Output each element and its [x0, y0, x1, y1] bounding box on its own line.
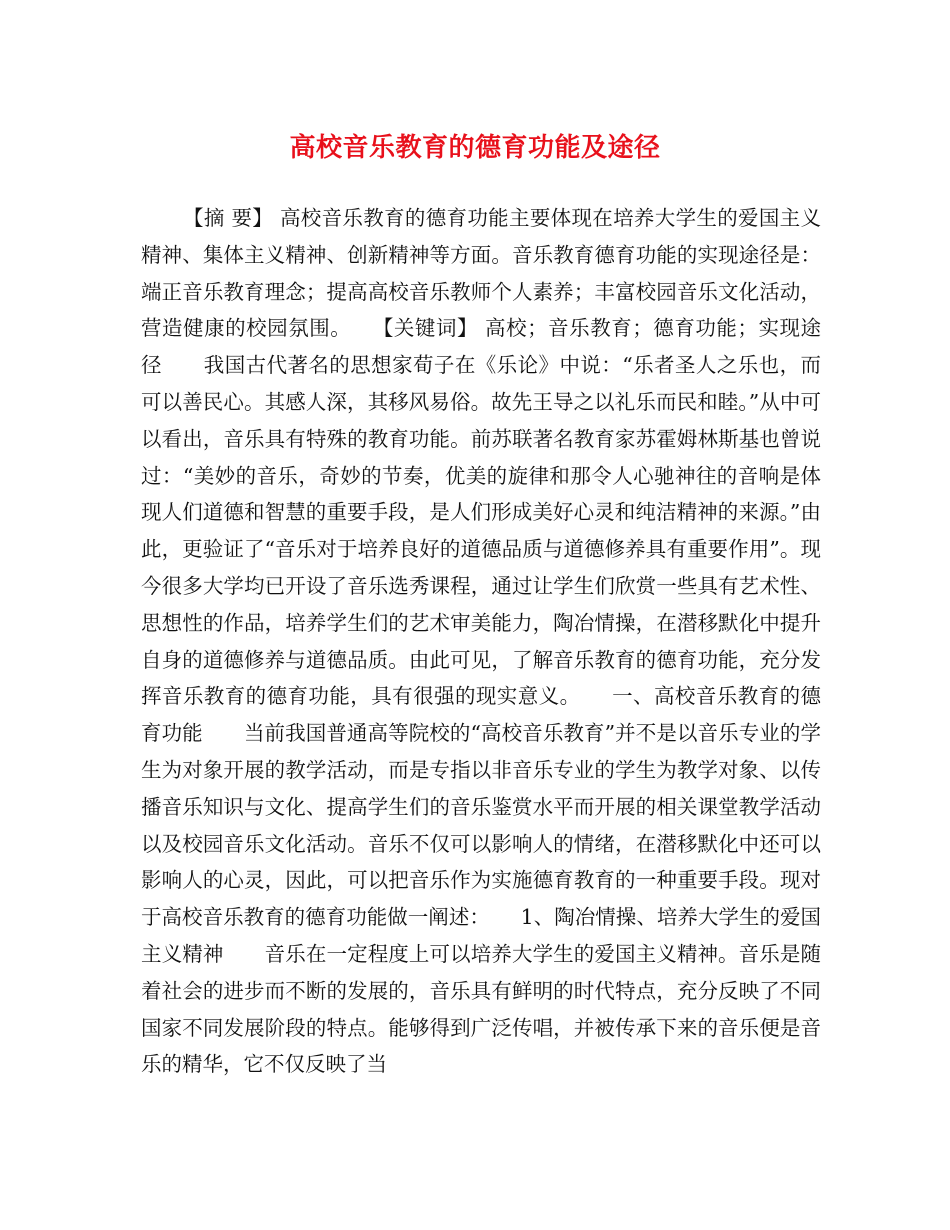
- document-body: 【摘 要】 高校音乐教育的德育功能主要体现在培养大学生的爱国主义精神、集体主义精神、创新精神等方面。音乐教育德育功能的实现途径是：端正音乐教育理念；提高高校音乐教师个人素养；丰富校园音乐文化活动，营造健康的校园氛围。 【关键词】 高校；音乐教育；德育功能；实现途径 我国古代著名的思想家荀子在《乐论》中说：“乐者圣人之乐也，而可以善民心。其感人深，其移风易俗。故先王导之以礼乐而民和睦。”从中可以看出，音乐具有特殊的教育功能。前苏联著名教育家苏霍姆林斯基也曾说过：“美妙的音乐，奇妙的节奏，优美的旋律和那令人心驰神往的音响是体现人们道德和智慧的重要手段，是人们形成美好心灵和纯洁精神的来源。”由此，更验证了“音乐对于培养良好的道德品质与道德修养具有重要作用”。现今很多大学均已开设了音乐选秀课程，通过让学生们欣赏一些具有艺术性、思想性的作品，培养学生们的艺术审美能力，陶冶情操，在潜移默化中提升自身的道德修养与道德品质。由此可见，了解音乐教育的德育功能，充分发挥音乐教育的德育功能，具有很强的现实意义。 一、高校音乐教育的德育功能 当前我国普通高等院校的“高校音乐教育”并不是以音乐专业的学生为对象开展的教学活动，而是专指以非音乐专业的学生为教学对象、以传播音乐知识与文化、提高学生们的音乐鉴赏水平而开展的相关课堂教学活动以及校园音乐文化活动。音乐不仅可以影响人的情绪，在潜移默化中还可以影响人的心灵，因此，可以把音乐作为实施德育教育的一种重要手段。现对于高校音乐教育的德育功能做一阐述： 1、陶冶情操、培养大学生的爱国主义精神 音乐在一定程度上可以培养大学生的爱国主义精神。音乐是随着社会的进步而不断的发展的，音乐具有鲜明的时代特点，充分反映了不同国家不同发展阶段的特点。能够得到广泛传唱，并被传承下来的音乐便是音乐的精华，它不仅反映了当: [141, 206, 821, 1077]
- document-title: 高校音乐教育的德育功能及途径: [289, 133, 661, 163]
